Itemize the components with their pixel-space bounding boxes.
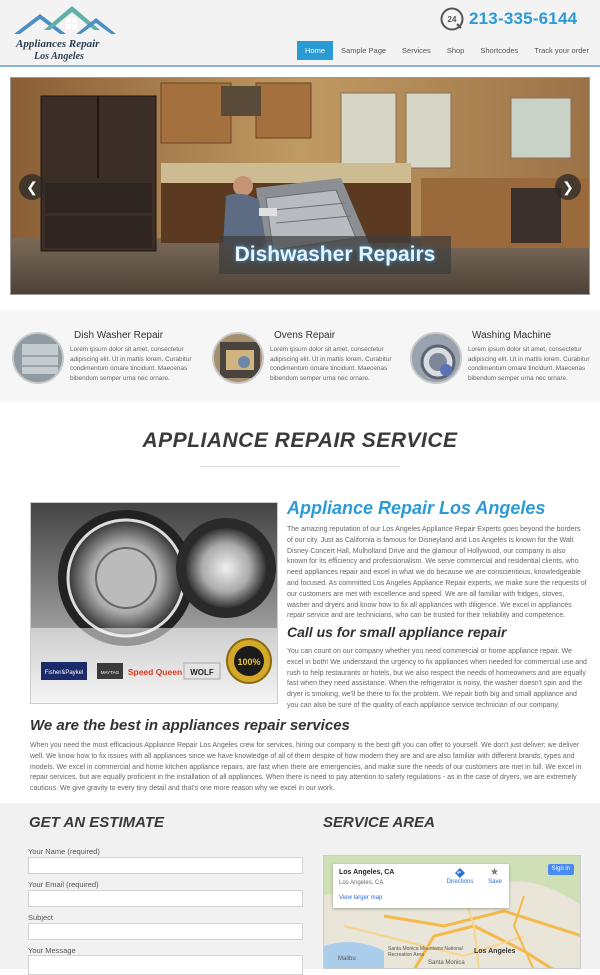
slide-caption: Dishwasher Repairs <box>234 243 436 266</box>
message-label: Your Message <box>28 946 76 955</box>
brand-label: MAYTAG <box>100 670 120 675</box>
site-header <box>0 0 600 67</box>
washer-brands-image <box>30 502 278 704</box>
oven-thumbnail <box>212 332 264 384</box>
map-sign-in-button[interactable]: Sign in <box>548 864 574 875</box>
chevron-left-icon: ❮ <box>26 179 38 195</box>
service-card-ovens[interactable] <box>212 328 407 392</box>
site-logo[interactable] <box>12 4 122 62</box>
message-field[interactable] <box>28 955 303 975</box>
services-row <box>0 310 600 402</box>
article-heading-small-repair: Call us for small appliance repair <box>287 624 507 640</box>
nav-sample-page[interactable]: Sample Page <box>341 46 387 55</box>
article-heading-best: We are the best in appliances repair services <box>30 717 350 734</box>
map-city-label: Santa Monica Mountains National Recreation Area <box>388 946 463 958</box>
slide-caption-box <box>219 236 451 274</box>
subject-label: Subject <box>28 913 54 922</box>
nav-home[interactable]: Home <box>297 41 333 60</box>
map-place-title: Los Angeles, CA <box>339 869 395 876</box>
directions-label: Directions <box>446 879 474 885</box>
service-text: Lorem ipsum dolor sit amet, consectetur adipiscing elit. Ut in mattis lorem. Curabitur condimentum ornare tincidunt. Maecenas bibendum semper urna nec ornare. <box>70 346 192 382</box>
service-title[interactable]: Washing Machine <box>472 330 552 341</box>
nav-track-order[interactable]: Track your order <box>534 46 590 55</box>
phone-number[interactable]: 213-335-6144 <box>469 9 578 28</box>
service-title[interactable]: Ovens Repair <box>274 330 336 341</box>
phone-badge: 24 <box>447 15 457 24</box>
view-larger-map-link[interactable]: View larger map <box>339 895 383 901</box>
map-place-subtitle: Los Angeles, CA <box>339 880 384 886</box>
logo-title: Appliances Repair <box>16 38 100 50</box>
service-card-dishwasher[interactable] <box>12 328 207 392</box>
email-field[interactable] <box>28 890 303 907</box>
washing-machine-thumbnail <box>410 332 462 384</box>
article-heading-main: Appliance Repair Los Angeles <box>287 498 546 518</box>
section-divider <box>200 466 400 467</box>
service-card-washing-machine[interactable] <box>410 328 600 392</box>
slider-next-button[interactable] <box>555 174 581 200</box>
house-roof-icon <box>14 4 118 38</box>
name-label: Your Name (required) <box>28 847 100 856</box>
subject-field[interactable] <box>28 923 303 940</box>
brand-label: WOLF <box>190 668 214 677</box>
service-area-map[interactable] <box>323 855 581 969</box>
save-button[interactable] <box>483 868 507 885</box>
dishwasher-thumbnail <box>12 332 64 384</box>
slider-prev-button[interactable] <box>19 174 45 200</box>
brand-label: Speed Queen <box>127 667 183 677</box>
chevron-right-icon: ❯ <box>562 179 574 195</box>
hero-slider <box>10 77 590 295</box>
map-city-label: Malibu <box>338 956 356 962</box>
article-paragraph-1: The amazing reputation of our Los Angeles Appliance Repair Experts goes beyond the borders of our city. Just as California is famous for Disneyland and Los Angeles is known for the Walt Disney Concert Hall, Mulholland Drive and the glamour of Hollywood, our company is also known for its efficiency and professionalism. We serve commercial and residential clients, who need appliances repair and excel in what we do because we are conscientious, knowledgeable and focused. As committed Los Angeles Appliance Repair experts, we make sure the requests of our customers are met with excellence and speed. We are all familiar with fridges, stoves, washer and dryers and know how to fix all appliances with diligence. We excel in appliances repair service and are technicians, who can be trusted for their reliability and competence. <box>287 526 587 620</box>
phone-contact[interactable] <box>440 6 577 32</box>
name-field[interactable] <box>28 857 303 874</box>
star-icon: ★ <box>490 867 499 878</box>
service-text: Lorem ipsum dolor sit amet, consectetur adipiscing elit. Ut in mattis lorem. Curabitur condimentum ornare tincidunt. Maecenas bibendum semper urna nec ornare. <box>270 346 392 382</box>
phone-24-icon <box>440 7 464 31</box>
map-info-card <box>333 864 509 908</box>
service-text: Lorem ipsum dolor sit amet, consectetur adipiscing elit. Ut in mattis lorem. Curabitur condimentum ornare tincidunt. Maecenas bibendum semper urna nec ornare. <box>468 346 590 382</box>
bottom-section <box>0 803 600 969</box>
brand-label: Fisher&Paykel <box>44 670 84 676</box>
save-label: Save <box>488 879 502 885</box>
article-paragraph-2: You can count on our company whether you need commercial or home appliance repair. We excel in both! We understand the urgency to fix appliances when needed for commercial use and rush to help restaurants or hotels, but we also respect the needs of homeowners and are equally fast when they need assistance. When the refrigerator is noisy, the washer doesn't spin and the dryer is smoking, we'll be there to fix the problem. We repair both big and small appliance and you can also be sure of the quality of each appliance service technician of our company. <box>287 648 587 709</box>
service-area-title: SERVICE AREA <box>323 814 435 831</box>
guarantee-badge-text: 100% <box>237 657 261 667</box>
logo-subtitle: Los Angeles <box>34 51 84 62</box>
map-city-label: Los Angeles <box>474 948 516 955</box>
estimate-title: GET AN ESTIMATE <box>29 814 164 831</box>
article-paragraph-3: When you need the most efficacious Appliance Repair Los Angeles crew for services, hiring our company is the best gift you can offer to yourself. We don't just deliver; we deliver well. We know how to fix issues with all appliances since we have knowledge of all of them despite of how modern they are and are also familiar with different brands, types and models. We excel in commercial and home kitchen appliance repairs, are fast when there are emergencies, and make sure the needs of our customers are met in full. We excel in repair services, but are equally proficient in the installation of all appliances. When there is need to pay attention to safety regulations - as in the case of dryers, we are extremely cautious. We give gravity to every tiny detail and that's one more reason why we excel in our work. <box>30 742 582 793</box>
nav-shop[interactable]: Shop <box>446 46 465 55</box>
directions-button[interactable] <box>445 868 475 885</box>
main-nav <box>297 41 597 60</box>
directions-icon <box>455 868 465 878</box>
nav-services[interactable]: Services <box>402 46 431 55</box>
section-title: APPLIANCE REPAIR SERVICE <box>142 429 458 452</box>
service-title[interactable]: Dish Washer Repair <box>74 330 164 341</box>
nav-shortcodes[interactable]: Shortcodes <box>480 46 519 55</box>
email-label: Your Email (required) <box>28 880 99 889</box>
map-city-label: Santa Monica <box>428 960 465 966</box>
